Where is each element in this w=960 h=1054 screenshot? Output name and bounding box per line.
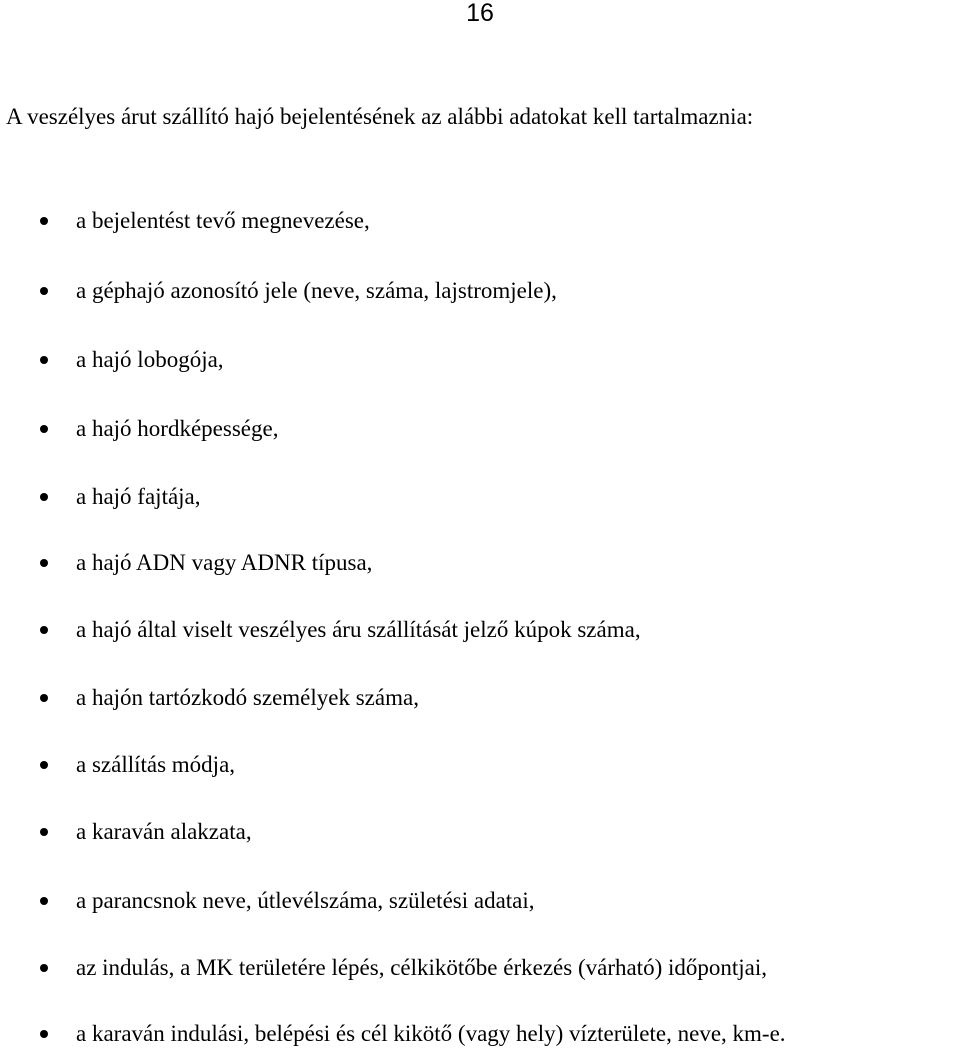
list-item <box>0 615 960 645</box>
list-item-text: a hajón tartózkodó személyek száma, <box>76 685 419 710</box>
list-item <box>0 206 960 236</box>
list-item <box>0 345 960 375</box>
list-item <box>0 750 960 780</box>
bullet-icon <box>40 559 48 567</box>
list-item-text: a hajó lobogója, <box>76 347 224 372</box>
bullet-icon <box>40 356 48 364</box>
bullet-icon <box>40 761 48 769</box>
list-item <box>0 886 960 916</box>
list-item-text: a hajó fajtája, <box>76 484 201 509</box>
list-item <box>0 1019 960 1049</box>
page-number: 16 <box>466 0 494 27</box>
bullet-icon <box>40 425 48 433</box>
list-item-text: a hajó ADN vagy ADNR típusa, <box>76 550 373 575</box>
list-item <box>0 482 960 512</box>
bullet-icon <box>40 1030 48 1038</box>
list-item <box>0 683 960 713</box>
list-item <box>0 548 960 578</box>
list-item-text: a hajó hordképessége, <box>76 416 279 441</box>
list-item <box>0 953 960 983</box>
bullet-icon <box>40 287 48 295</box>
list-item-text: az indulás, a MK területére lépés, célkikötőbe érkezés (várható) időpontjai, <box>76 955 767 980</box>
list-item-text: a karaván indulási, belépési és cél kikötő (vagy hely) vízterülete, neve, km-e. <box>76 1021 786 1046</box>
list-item-text: a karaván alakzata, <box>76 819 252 844</box>
list-item-text: a géphajó azonosító jele (neve, száma, lajstromjele), <box>76 278 557 303</box>
list-item <box>0 817 960 847</box>
list-item-text: a parancsnok neve, útlevélszáma, születési adatai, <box>76 888 535 913</box>
bullet-icon <box>40 217 48 225</box>
list-item <box>0 276 960 306</box>
list-item-text: a szállítás módja, <box>76 752 236 777</box>
bullet-icon <box>40 493 48 501</box>
bullet-icon <box>40 897 48 905</box>
bullet-icon <box>40 828 48 836</box>
bullet-icon <box>40 694 48 702</box>
list-item <box>0 414 960 444</box>
bullet-icon <box>40 626 48 634</box>
bullet-icon <box>40 964 48 972</box>
list-item-text: a hajó által viselt veszélyes áru szállítását jelző kúpok száma, <box>76 617 641 642</box>
list-item-text: a bejelentést tevő megnevezése, <box>76 208 370 233</box>
intro-paragraph: A veszélyes árut szállító hajó bejelentésének az alábbi adatokat kell tartalmaznia: <box>6 104 754 129</box>
